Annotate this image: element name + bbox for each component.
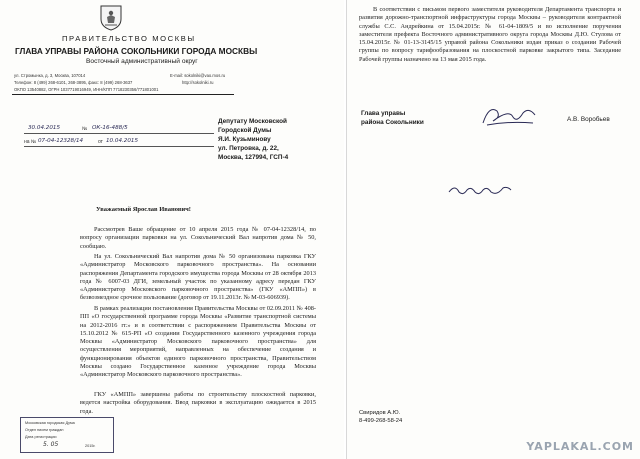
header-divider bbox=[12, 94, 234, 95]
body-paragraph: В рамках реализации постановления Правительства Москвы от 02.09.2011 № 408-ПП «О государственной программе города Москвы «Развитие транспортной системы на 2012-2016 гг.» и в соответствии с распоряжением Правительства Москвы от 15.10.2012 № 615-РП «О создании Государственного казенного учреждения города Москвы «Администратор Московского парковочного пространства» для осуществления мероприятий, направленных на обеспечение создания и функционирования объектов единого парковочного пространства, Правительством Москвы создано Государственное казенное учреждение города Москвы «Администратор Московского парковочного пространства». bbox=[80, 305, 316, 379]
continuation-paragraph: В соответствии с письмом первого заместителя руководителя Департамента транспорта и развития дорожно-транспортной инфраструктуры города Москвы – руководителя контрактной службы С.С. Андрейкина от 15.04.2015г. № 61-04-1809/5 и во исполнение поручения заместителя префекта Восточного административного округа города Москвы Д.Ю. Стулова от 15.04.2015г. № 01-13-3145/15 управой района Сокольники издан приказ о создании Рабочей группы по вопросу тарифообразования на плоскостной парковке закрытого типа. Заседание Рабочей группы назначено на 13 мая 2015 года. bbox=[359, 6, 621, 63]
addressee-line: ул. Петровка, д. 22, bbox=[218, 145, 279, 152]
signer-name: А.В. Воробьев bbox=[567, 116, 610, 123]
executor-phone: 8-499-268-58-24 bbox=[359, 418, 403, 424]
org-district: Восточный административный округ bbox=[86, 58, 198, 65]
body-paragraph: Рассмотрев Ваше обращение от 10 апреля 2015 года № 07-04-12328/14, по вопросу организации парковки на ул. Сокольнический Вал напротив дома № 50, сообщаю. bbox=[80, 226, 316, 250]
reference-prefix: на № bbox=[24, 139, 37, 145]
executor-name: Свиридов А.Ю. bbox=[359, 410, 401, 416]
addressee-line: Я.И. Кузьминову bbox=[218, 136, 271, 143]
registration-stamp bbox=[20, 417, 114, 453]
signer-title: Глава управы bbox=[361, 110, 406, 117]
contact-email: E-mail: sokolniki@vao.mos.ru bbox=[170, 73, 226, 78]
contact-codes: ОКПО 13540882, ОГРН 1037719016949, ИНН/КПП 7718230356/771801001 bbox=[14, 87, 159, 92]
stamp-line: Московская городская Дума bbox=[25, 421, 75, 425]
registration-underline bbox=[24, 133, 214, 134]
org-government-title: ПРАВИТЕЛЬСТВО МОСКВЫ bbox=[62, 34, 196, 43]
stamp-line: Отдел писем граждан bbox=[25, 428, 64, 432]
contact-phones: Телефон: 8 (499) 268-6101, 268-3895, факс: 8 (499) 268-3637 bbox=[14, 80, 133, 85]
org-head-title: ГЛАВА УПРАВЫ РАЙОНА СОКОЛЬНИКИ ГОРОДА МОСКВЫ bbox=[15, 46, 258, 56]
site-watermark: YAPLAKAL.COM bbox=[526, 440, 634, 453]
signer-title: района Сокольники bbox=[361, 119, 424, 126]
registration-date: 30.04.2015 bbox=[28, 125, 61, 131]
stamp-date: 5. 05 bbox=[43, 441, 59, 448]
contact-site: http://sokolniki.ru bbox=[182, 80, 214, 85]
stamp-line: Дата регистрации bbox=[25, 435, 57, 439]
reference-number: 07-04-12328/14 bbox=[38, 138, 84, 144]
moscow-coat-of-arms-icon bbox=[100, 5, 122, 31]
body-paragraph: На ул. Сокольнический Вал напротив дома № 50 организована парковка ГКУ «Администратор Московского парковочного пространства». На основании распоряжения Департамента городского имущества города Москвы от 28 октября 2013 года № 6007-03 ДГИ, земельный участок по указанному адресу передан ГКУ «Администратор Московского парковочного пространства» (ГКУ «АМПП») в безвозмездное срочное пользование (договор от 19.11.2013г. № М-03-606939). bbox=[80, 253, 316, 302]
body-paragraph: ГКУ «АМПП» завершены работы по строительству плоскостной парковки, ведется настройка оборудования. Ввод парковки в эксплуатацию ожидается в 2015 года. bbox=[80, 391, 316, 415]
addressee-line: Депутату Московской bbox=[218, 118, 287, 125]
reference-from: от bbox=[98, 139, 103, 145]
reference-date: 10.04.2015 bbox=[106, 138, 139, 144]
greeting: Уважаемый Ярослав Иванович! bbox=[96, 206, 191, 213]
handwritten-signature-icon bbox=[479, 103, 539, 129]
registration-number: ОК-16-488/5 bbox=[92, 125, 128, 131]
stamp-year: 2015г. bbox=[85, 444, 96, 448]
handwritten-note-icon bbox=[447, 182, 513, 198]
letter-page-2 bbox=[346, 0, 640, 459]
reference-underline bbox=[24, 146, 214, 147]
registration-number-prefix: № bbox=[82, 126, 88, 132]
addressee-line: Москва, 127994, ГСП-4 bbox=[218, 154, 289, 161]
contact-address: ул. Стромынка, д. 3, Москва, 107014 bbox=[14, 73, 86, 78]
addressee-line: Городской Думы bbox=[218, 127, 272, 134]
